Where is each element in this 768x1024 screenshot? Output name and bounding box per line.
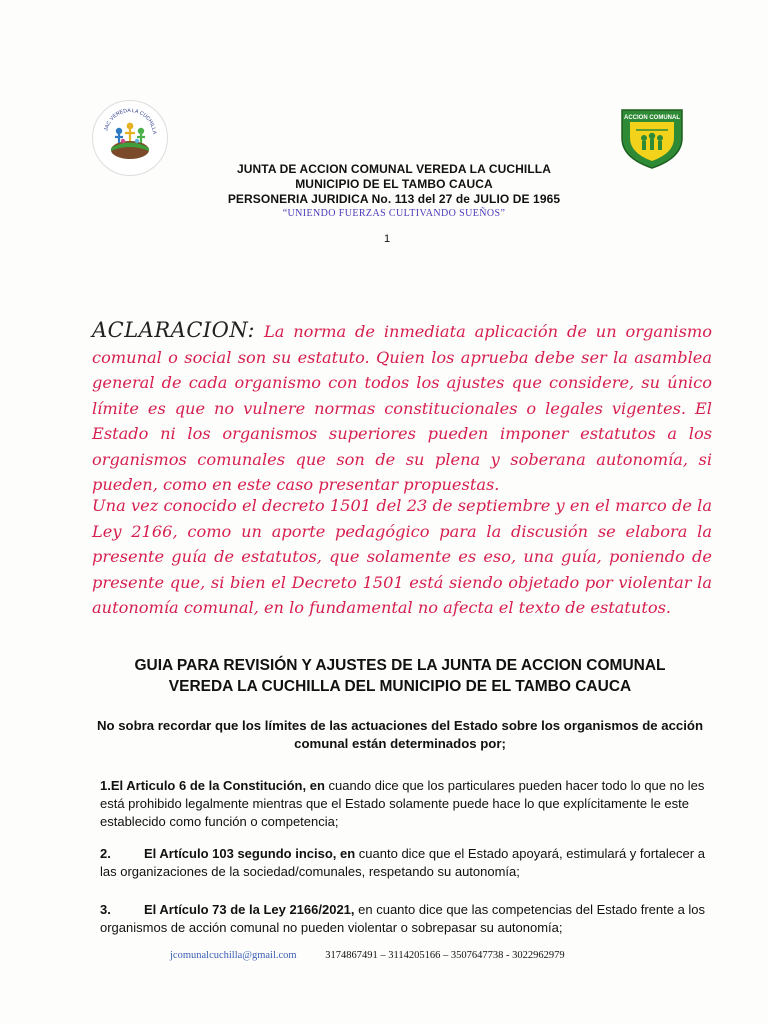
header-municipality: MUNICIPIO DE EL TAMBO CAUCA (295, 177, 493, 191)
guide-title-line-2: VEREDA LA CUCHILLA DEL MUNICIPIO DE EL TAMBO CAUCA (168, 678, 632, 695)
article-item (100, 777, 712, 831)
article-number: 2. (100, 846, 111, 861)
clarification-lead: ACLARACION: (92, 318, 256, 342)
accion-comunal-shield-logo (620, 108, 684, 170)
header-legal-status: PERSONERIA JURIDICA No. 113 del 27 de JULIO DE 1965 (227, 192, 561, 206)
page-number: 1 (384, 233, 391, 245)
article-reference: El Artículo 103 segundo inciso, en (144, 846, 356, 861)
shield-icon (620, 108, 684, 170)
article-number: 1. (100, 778, 111, 793)
logo-left-text: JAC VEREDA LA CUCHILLA (103, 107, 158, 135)
contact-email[interactable]: jcomunalcuchilla@gmail.com (170, 950, 297, 961)
guide-title-line-1: GUIA PARA REVISIÓN Y AJUSTES DE LA JUNTA DE ACCION COMUNAL (134, 657, 666, 674)
document-header (200, 162, 588, 220)
article-text: cuando dice que los particulares pueden hacer todo lo que no les está prohibido legalmente mientras que el Estado solamente puede hace lo que explícitamente le este establecido como función o competencia; (100, 778, 705, 829)
article-reference: El Articulo 6 de la Constitución, en (110, 778, 325, 793)
header-motto: “UNIENDO FUERZAS CULTIVANDO SUEÑOS” (282, 208, 506, 219)
article-item (100, 901, 712, 937)
clarification-paragraph-2: Una vez conocido el decreto 1501 del 23 de septiembre y en el marco de la Ley 2166, como un aporte pedagógico para la discusión se elabora la presente guía de estatutos, que solamente es eso, una guía, poniendo de presente que, si bien el Decreto 1501 está siendo objetado por violentar la autonomía comunal, en lo fundamental no afecta el texto de estatutos. (92, 496, 712, 617)
guide-title (80, 655, 720, 697)
article-number: 3. (100, 902, 111, 917)
guide-subtitle: No sobra recordar que los límites de las actuaciones del Estado sobre los organismos de acción comunal están determinados por; (96, 718, 704, 751)
article-item (100, 845, 712, 881)
article-text: cuanto dice que el Estado apoyará, estimulará y fortalecer a las organizaciones de la sociedad/comunales, respetando su autonomía; (100, 846, 705, 879)
document-footer (170, 950, 640, 961)
header-organization: JUNTA DE ACCION COMUNAL VEREDA LA CUCHILLA (237, 162, 551, 176)
community-logo-icon (93, 101, 167, 175)
article-text: en cuanto dice que las competencias del Estado frente a los organismos de acción comunal no pueden violentar o sobrepasar su autonomía; (100, 902, 706, 935)
contact-phones: 3174867491 – 3114205166 – 3507647738 - 3022962979 (325, 950, 565, 961)
clarification-text-1: La norma de inmediata aplicación de un organismo comunal o social son su estatuto. Quien los aprueba debe ser la asamblea general de cada organismo con todos los ajustes que considere, su único límite es que no vulnere normas constitucionales o legales vigentes. El Estado ni los organismos superiores pueden imponer estatutos a los organismos comunales que son de su plena y soberana autonomía, si pueden, como en este caso presentar propuestas. (92, 322, 712, 494)
clarification-paragraph-1 (92, 318, 712, 498)
shield-label: ACCION COMUNAL (624, 115, 680, 121)
jac-logo-left (92, 100, 168, 176)
article-reference: El Artículo 73 de la Ley 2166/2021, (144, 902, 355, 917)
